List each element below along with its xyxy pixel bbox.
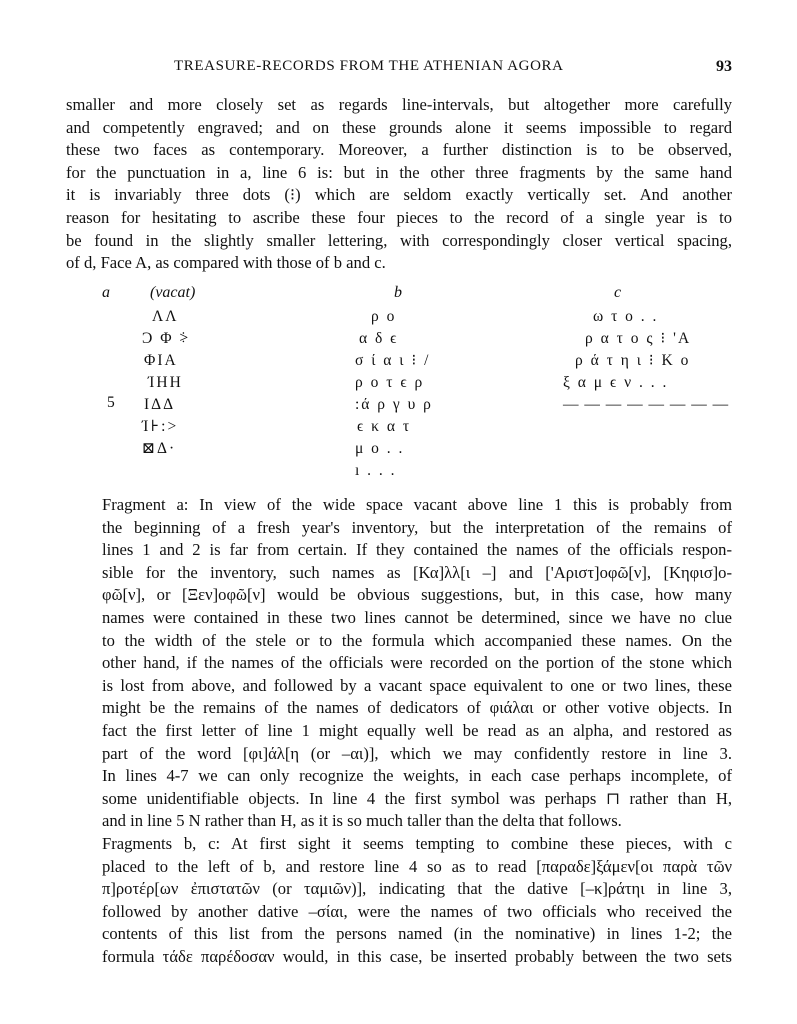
text-line: and competently engraved; and on these grounds alone it seems impossible to regard: [66, 117, 732, 137]
text-line: reason for hesitating to ascribe these four pieces to the record of a single year is to: [66, 207, 732, 227]
text-line: is lost from above, and followed by a vacant space equivalent to one or two lines, these: [102, 675, 732, 695]
fragment-line: ρ ο τ ϵ ρ: [355, 374, 425, 391]
fragment-line: ı . . .: [355, 462, 397, 479]
text-line: some unidentifiable objects. In line 4 the first symbol was perhaps ⊓ rather than H,: [102, 788, 732, 808]
fragment-line: ρ ο: [371, 308, 397, 325]
text-line: these two faces as contemporary. Moreover, a further distinction is to be observed,: [66, 140, 732, 160]
fragment-line: ω τ ο . .: [593, 308, 659, 325]
text-line: the beginning of a fresh year's inventory, but the interpretation of the remains of: [102, 517, 732, 537]
text-line: of d, Face A, as compared with those of b and c.: [66, 253, 386, 273]
fragment-b-text: [355, 306, 433, 482]
fragment-label-c: c: [614, 284, 622, 301]
fragment-line: μ ο . .: [355, 440, 405, 457]
paragraph-1: [66, 94, 732, 275]
text-line: contents of this list from the persons named (in the nominative) in lines 1-2; the: [102, 924, 732, 944]
fragment-label-a: a: [102, 284, 110, 301]
text-line: Fragments b, c: At first sight it seems tempting to combine these pieces, with c: [102, 834, 732, 853]
text-line: other hand, if the names of the officials were recorded on the portion of the stone which: [102, 653, 732, 673]
fragment-line: ⊠Δ·: [142, 440, 177, 457]
text-line: might be the remains of the names of dedicators of φιάλαι or other votive objects. In: [102, 698, 732, 718]
text-line: π]ροτέρ[ων ἐπιστατῶν (or ταμιῶν)], indicating that the dative [–κ]ράτηι in line 3,: [102, 879, 732, 899]
running-title: TREASURE-RECORDS FROM THE ATHENIAN AGORA: [174, 58, 564, 74]
text-line: followed by another dative –σίαι, were the names of two officials who received the: [102, 901, 732, 921]
fragment-line: Ί⊦:>: [142, 418, 179, 435]
text-line: smaller and more closely set as regards line-intervals, but altogether more carefully: [66, 95, 732, 114]
fragment-a-text: [142, 306, 190, 460]
fragment-line: Ͻ Φ ⸖: [142, 330, 191, 347]
text-line: part of the word [φι]άλ[η (or –αι)], which we may confidently restore in line 3.: [102, 743, 732, 763]
text-line: for the punctuation in a, line 6 is: but in the other three fragments by the same hand: [66, 162, 732, 182]
fragment-line: σ ί α ι ⁝ /: [355, 352, 431, 369]
text-line: and in line 5 N rather than H, as it is so much taller than the delta that follows.: [102, 811, 622, 831]
fragment-line: ΛΛ: [152, 308, 179, 325]
text-line: Fragment a: In view of the wide space vacant above line 1 this is probably from: [102, 495, 732, 514]
fragment-c-text: [561, 306, 729, 416]
fragment-line: — — — — — — — —: [563, 396, 730, 413]
text-line: it is invariably three dots (⁝) which are seldom exactly vertically set. And another: [66, 185, 732, 205]
fragment-line: ΊΗΗ: [148, 374, 183, 391]
fragment-line: ΦΙΑ: [144, 352, 178, 369]
text-line: to the width of the stele or to the formula which accompanied these names. On the: [102, 630, 732, 650]
fragment-line: ρ ά τ η ι ⁝ Κ ο: [575, 352, 691, 369]
running-header: [66, 58, 732, 82]
vacat-label: (vacat): [150, 284, 196, 301]
fragment-line: ϵ κ α τ: [357, 418, 412, 435]
text-line: placed to the left of b, and restore line 4 so as to read [παραδε]ξάμεν[οι παρὰ τῶν: [102, 856, 732, 876]
fragment-line: ξ α μ ϵ ν . . .: [563, 374, 669, 391]
text-line: be found in the slightly smaller lettering, with correspondingly closer vertical spacing,: [66, 230, 732, 250]
text-line: fact the first letter of line 1 might equally well be read as an alpha, and restored as: [102, 720, 732, 740]
text-line: In lines 4-7 we can only recognize the weights, in each case perhaps incomplete, of: [102, 766, 732, 786]
text-line: lines 1 and 2 is far from certain. If they contained the names of the officials respon-: [102, 540, 732, 560]
text-line: names were contained in these two lines cannot be determined, since we have no clue: [102, 607, 732, 627]
text-line: φῶ[ν], or [Ξεν]οφῶ[ν] would be obvious suggestions, but, in this case, how many: [102, 585, 732, 605]
fragment-line: α δ ϵ: [359, 330, 399, 347]
fragment-line: ΙΔΔ: [144, 396, 176, 413]
paragraph-2: [66, 494, 732, 833]
text-line: formula τάδε παρέδοσαν would, in this case, be inserted probably between the two sets: [102, 946, 732, 966]
text-line: sible for the inventory, such names as [Κα]λλ[ι –] and ['Αριστ]οφῶ[ν], [Κηφισ]ο-: [102, 562, 732, 582]
line-number: 5: [107, 394, 115, 411]
fragment-line: :ά ρ γ υ ρ: [355, 396, 433, 413]
fragment-label-b: b: [394, 284, 402, 301]
page-number: 93: [716, 58, 732, 75]
fragment-line: ρ α τ ο ς ⁝ 'Α: [585, 330, 692, 347]
paragraph-3: [66, 833, 732, 969]
